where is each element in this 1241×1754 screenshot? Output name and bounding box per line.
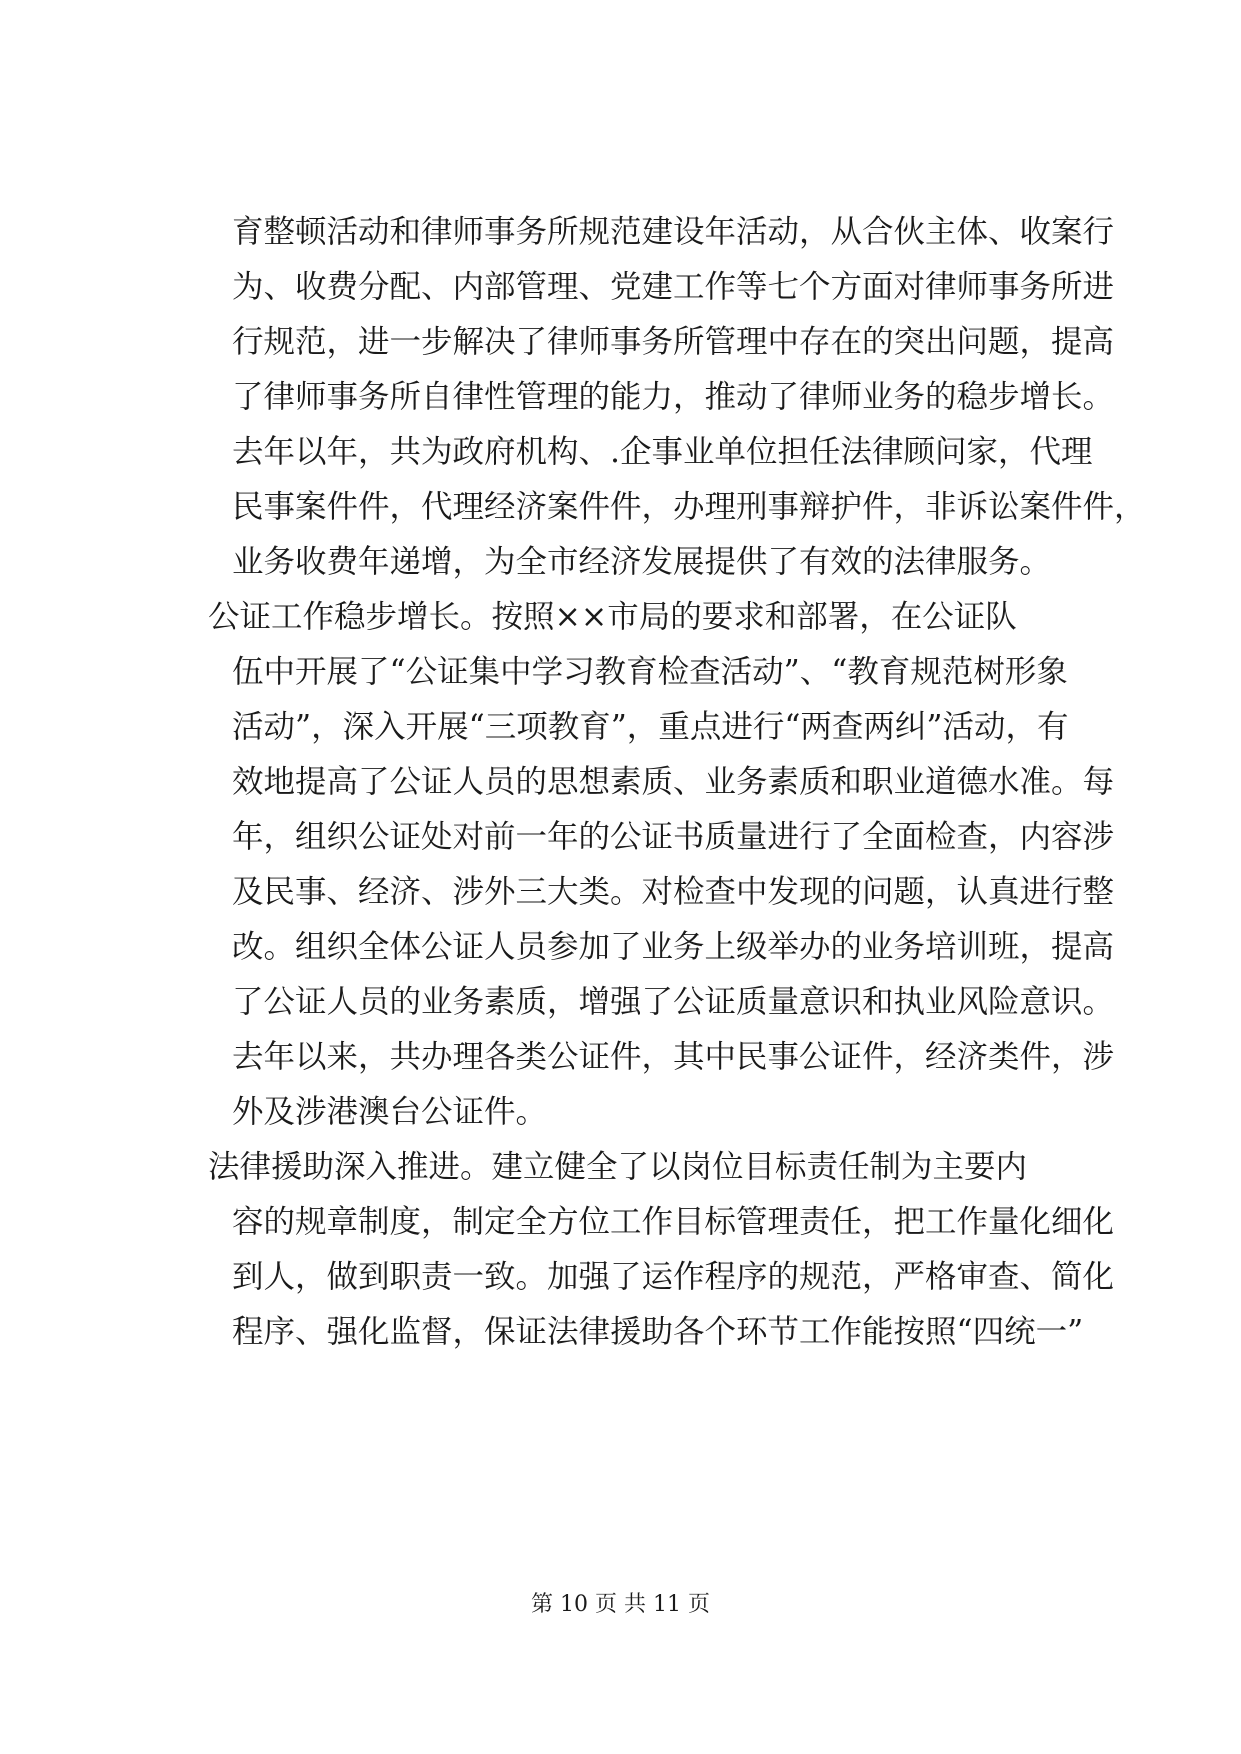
text-line: 业务收费年递增，为全市经济发展提供了有效的法律服务。 [232,544,1052,580]
text-line: 年，组织公证处对前一年的公证书质量进行了全面检查，内容涉 [232,819,1115,855]
text-line: 去年以来，共办理各类公证件，其中民事公证件，经济类件，涉 [232,1039,1115,1075]
text-line: 效地提高了公证人员的思想素质、业务素质和职业道德水准。每 [232,764,1115,800]
text-line: 了律师事务所自律性管理的能力，推动了律师业务的稳步增长。 [232,379,1115,415]
text-line: 公证工作稳步增长。按照××市局的要求和部署，在公证队 [208,599,1017,635]
text-line: 法律援助深入推进。建立健全了以岗位目标责任制为主要内 [208,1149,1028,1185]
text-line: 容的规章制度，制定全方位工作目标管理责任，把工作量化细化 [232,1204,1115,1240]
text-line: 及民事、经济、涉外三大类。对检查中发现的问题，认真进行整 [232,874,1115,910]
text-line: 改。组织全体公证人员参加了业务上级举办的业务培训班，提高 [232,929,1115,965]
text-line: 到人，做到职责一致。加强了运作程序的规范，严格审查、简化 [232,1259,1115,1295]
text-line: 去年以年，共为政府机构、.企事业单位担任法律顾问家，代理 [232,434,1093,470]
page-number-footer: 第 10 页 共 11 页 [531,1592,710,1617]
text-line: 为、收费分配、内部管理、党建工作等七个方面对律师事务所进 [232,269,1115,305]
text-line: 伍中开展了“公证集中学习教育检查活动”、“教育规范树形象 [232,654,1068,690]
text-line: 活动”，深入开展“三项教育”，重点进行“两查两纠”活动，有 [232,709,1069,745]
text-line: 程序、强化监督，保证法律援助各个环节工作能按照“四统一” [232,1314,1084,1350]
text-line: 外及涉港澳台公证件。 [232,1094,548,1130]
text-line: 行规范，进一步解决了律师事务所管理中存在的突出问题，提高 [232,324,1115,360]
text-line: 了公证人员的业务素质，增强了公证质量意识和执业风险意识。 [232,984,1115,1020]
text-line: 育整顿活动和律师事务所规范建设年活动，从合伙主体、收案行 [232,214,1115,250]
text-line: 民事案件件，代理经济案件件，办理刑事辩护件，非诉讼案件件， [232,489,1146,525]
